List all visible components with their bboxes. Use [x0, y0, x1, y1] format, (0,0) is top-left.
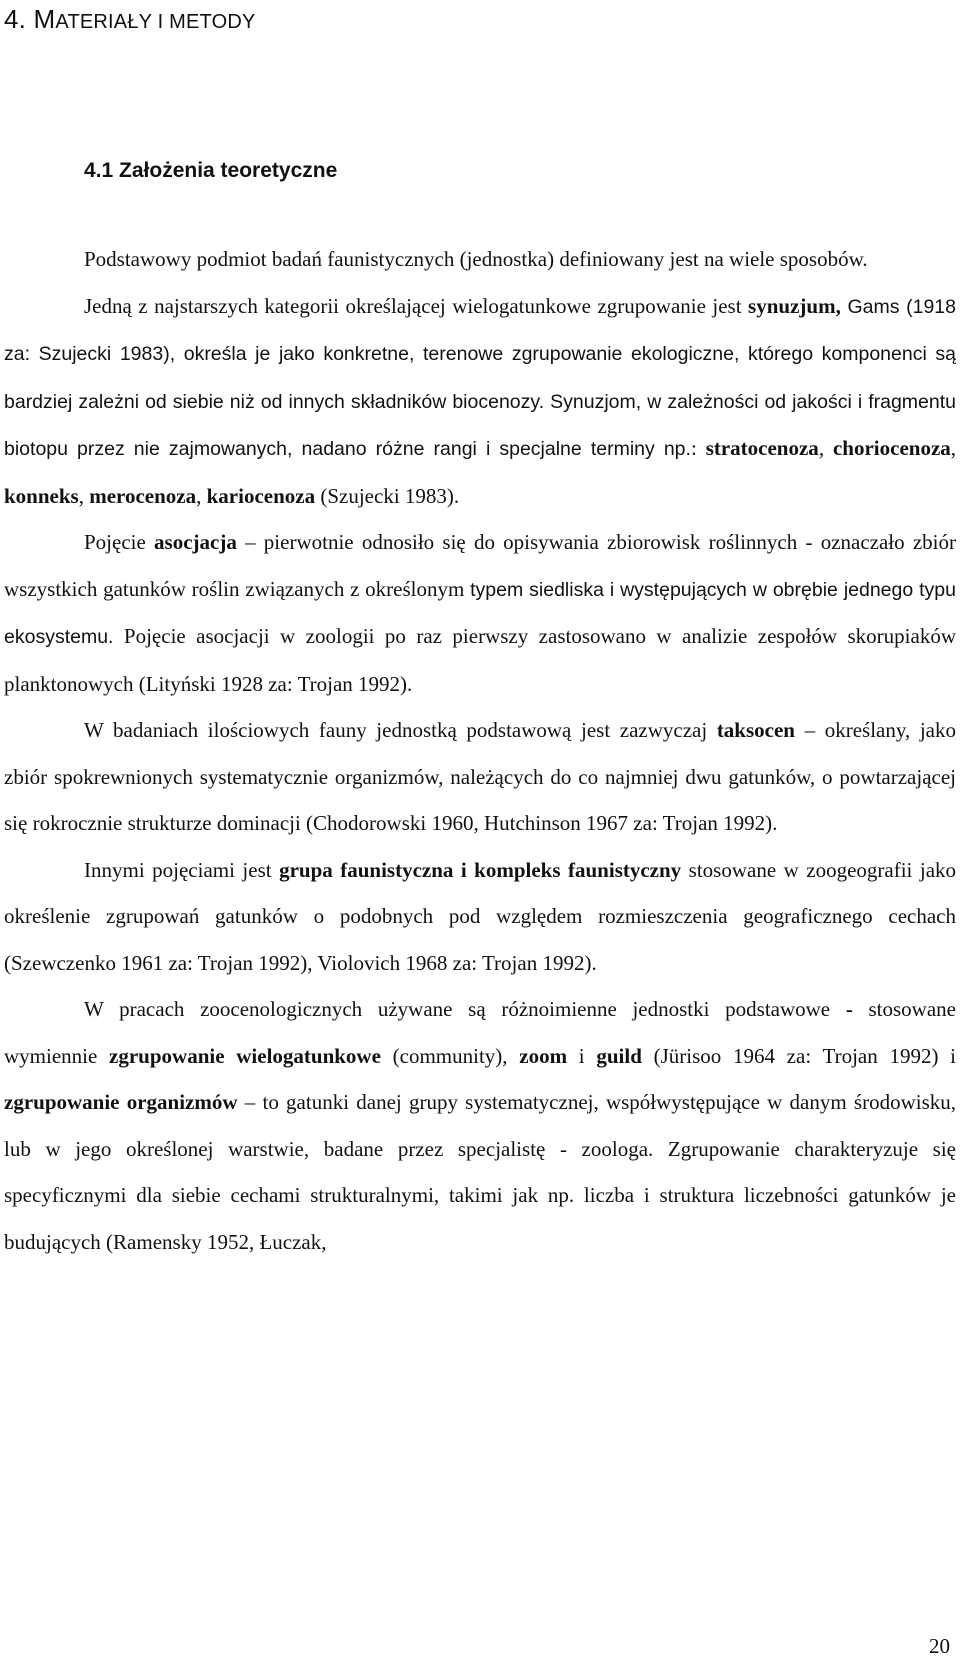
paragraph-4-text: W badaniach ilościowych fauny jednostką podstawową jest zazwyczaj — [84, 718, 717, 742]
term-choriocenoza: choriocenoza — [832, 436, 951, 460]
paragraph-6-text: i — [567, 1043, 597, 1068]
chapter-number: 4. — [4, 4, 27, 34]
term-zgrupowanie-organizmow: zgrupowanie organizmów — [4, 1090, 238, 1114]
paragraph-2-text: : — [690, 436, 706, 460]
term-zoom: zoom — [519, 1043, 568, 1068]
paragraph-2-text: Jedną z najstarszych kategorii określającej wielogatunkowe zgrupowanie jest — [84, 293, 749, 318]
paragraph-5-text: stosowane w zoogeografii jako określenie zgrupowań gatunków o podobnych pod względem rozmieszczenia geograficznego cechach (Szewczenko 1961 za: Trojan 1992), Violovich 1968 za: Trojan 1992). — [4, 857, 957, 975]
term-grupa-kompleks-faunistyczny: grupa faunistyczna i kompleks faunistyczny — [279, 857, 682, 882]
paragraph-2-text: , — [78, 483, 90, 508]
page-number: 20 — [929, 1634, 950, 1658]
body-text — [4, 236, 956, 1265]
paragraph-4-text: – określany, jako zbiór spokrewnionych systematycznie organizmów, należących do co najmniej dwu gatunków, o powtarzającej się rokrocznie strukturze dominacji (Chodorowski 1960, Hutchinson 1967 za: Trojan 1992). — [4, 718, 957, 835]
section-title: 4.1 Założenia teoretyczne — [84, 159, 338, 182]
term-taksocen: taksocen — [716, 718, 795, 742]
paragraph-6-text: W pracach zoocenologicznych używane są różnoimienne jednostki podstawowe — [84, 997, 846, 1021]
paragraph-2-text: Gams (1918 za: Szujecki 1983), określa je jako konkretne, terenowe zgrupowanie ekologiczne, którego komponenci są bardziej zależni od siebie niż od innych składników biocenozy. — [4, 295, 956, 413]
paragraph-2-text: Synuzjom, w zależności od jakości i fragmentu biotopu przez nie zajmowanych, nadano różne rangi i specjalne terminy np. — [4, 390, 956, 460]
paragraph-3-text: Pojęcie asocjacji w zoologii po raz pierwszy zastosowano w analizie zespołów skorupiaków planktonowych (Lityński 1928 za: Trojan 1992). — [4, 624, 956, 696]
chapter-title-initial: M — [33, 4, 56, 34]
term-guild: guild — [596, 1043, 642, 1068]
paragraph-2 — [4, 283, 956, 520]
paragraph-1 — [4, 236, 956, 283]
dash-bold: - — [845, 997, 853, 1021]
paragraph-2-text: (Szujecki 1983). — [315, 483, 460, 508]
paragraph-2-text: , — [818, 436, 833, 460]
paragraph-6-text: stosowane wymiennie — [4, 997, 956, 1068]
paragraph-3-text: Pojęcie — [84, 530, 155, 554]
term-merocenoza: merocenoza — [89, 483, 197, 508]
paragraph-6-text: – to gatunki danej grupy systematycznej, współwystępujące w danym środowisku, lub w jego określonej warstwie, badane przez specjalistę - zoologa. Zgrupowanie charakteryzuje się specyficznymi dla siebie cechami strukturalnymi, takimi jak np. liczba i struktura liczebności gatunków je budujących (Ramensky 1952, Łuczak, — [4, 1090, 956, 1254]
paragraph-2-text: , — [196, 483, 207, 508]
term-konneks: konneks — [4, 483, 79, 508]
term-synuzjum: synuzjum, — [748, 293, 841, 318]
paragraph-4 — [4, 707, 956, 847]
term-kariocenoza: kariocenoza — [206, 483, 316, 508]
chapter-title — [4, 2, 256, 39]
paragraph-1-text: Podstawowy podmiot badań faunistycznych (jednostka) definiowany jest na wiele sposobów. — [84, 247, 868, 271]
paragraph-5-text: Innymi pojęciami jest — [84, 857, 280, 882]
paragraph-2-text: , — [950, 436, 957, 460]
paragraph-3 — [4, 519, 956, 707]
paragraph-3-text: – pierwotnie odnosiło się do opisywania zbiorowisk roślinnych - oznaczało zbiór wszystkich gatunków roślin związanych z określonym — [4, 530, 957, 601]
paragraph-6-text: (Jürisoo 1964 za: Trojan 1992) i — [641, 1043, 956, 1068]
paragraph-3-text: typem siedliska i występujących w obrębie jednego typu ekosystemu. — [4, 578, 956, 648]
paragraph-6 — [4, 986, 956, 1265]
paragraph-5 — [4, 847, 956, 987]
paragraph-6-text: (community), — [380, 1043, 520, 1068]
term-asocjacja: asocjacja — [154, 530, 237, 554]
term-zgrupowanie-wielogatunkowe: zgrupowanie wielogatunkowe — [109, 1043, 381, 1068]
term-stratocenoza: stratocenoza — [705, 436, 819, 460]
chapter-title-rest: ATERIAŁY I METODY — [55, 11, 256, 33]
